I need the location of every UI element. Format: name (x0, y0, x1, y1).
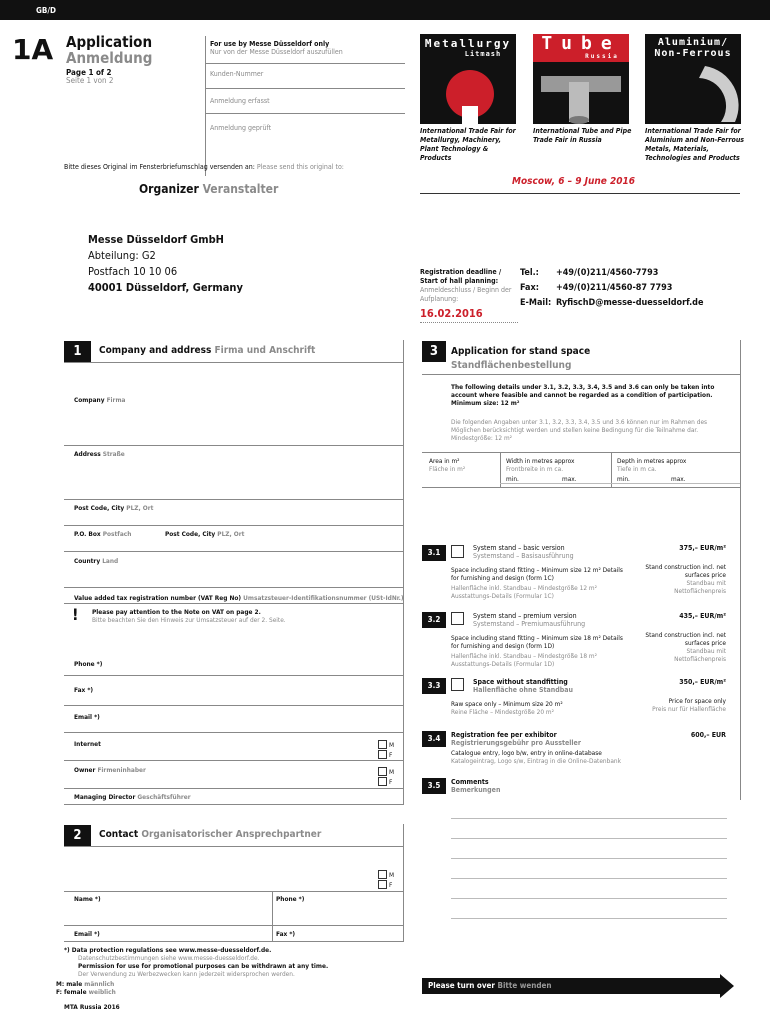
aluminium-caption: International Trade Fair for Aluminium and Non-Ferrous Metals, Materials, Technologies and Products (645, 127, 745, 162)
organizer-department: Abteilung: G2 (88, 249, 156, 262)
form-title-de: Anmeldung (66, 49, 153, 67)
office-use-label-de: Nur von der Messe Düsseldorf auszufüllen (210, 48, 343, 56)
owner-checkbox-f[interactable] (378, 777, 387, 786)
pobox-label: P.O. Box Postfach (74, 530, 132, 538)
contact-phone-label: Phone *) (276, 895, 305, 903)
option-3-3-number: 3.3 (422, 678, 446, 694)
contact-m-label: M (389, 871, 395, 879)
organizer-name: Messe Düsseldorf GmbH (88, 233, 224, 246)
option-3-1-desc-de: Hallenfläche inkl. Standbau – Mindestgröße 12 m² Ausstattungs-Details (Formular 1C) (451, 584, 597, 600)
turn-over-bar (422, 978, 702, 994)
phone-label: Phone *) (74, 660, 103, 668)
depth-min: min. (617, 475, 630, 483)
permission-note: Permission for use for promotional purposes can be withdrawn at any time. (78, 962, 329, 970)
option-3-3-title: Space without standfitting (473, 678, 568, 686)
width-label: Width in metres approx (506, 457, 575, 465)
section-1-number: 1 (64, 341, 91, 362)
option-3-3-note-de: Preis nur für Hallenfläche (652, 705, 726, 713)
internet-label: Internet (74, 740, 101, 748)
depth-label-de: Tiefe in m ca. (617, 465, 657, 473)
tel-number: +49/(0)211/4560-7793 (556, 268, 659, 278)
email-input[interactable] (64, 721, 403, 733)
section-3-number: 3 (422, 341, 446, 362)
fax-input[interactable] (64, 694, 403, 706)
deadline-label: Registration deadline / Start of hall planning: (420, 268, 502, 285)
width-min: min. (506, 475, 519, 483)
comments-label: Comments (451, 778, 489, 786)
address-label: Address Straße (74, 450, 125, 458)
office-use-label: For use by Messe Düsseldorf only (210, 40, 330, 48)
address-input[interactable] (64, 460, 403, 500)
contact-checkbox-m[interactable] (378, 870, 387, 879)
depth-max: max. (671, 475, 686, 483)
contact-name-label: Name *) (74, 895, 101, 903)
female-legend: F: female weiblich (56, 988, 116, 996)
arrow-right-icon (698, 974, 736, 998)
email-address: RyfischD@messe-duesseldorf.de (556, 298, 704, 308)
width-max: max. (562, 475, 577, 483)
owner-f-label: F (389, 778, 393, 786)
internet-checkbox-f[interactable] (378, 750, 387, 759)
option-3-1-note: Stand construction incl. net surfaces price (645, 563, 726, 579)
turn-over-text: Please turn over Bitte wenden (428, 981, 552, 990)
registration-checked-label: Anmeldung geprüft (210, 124, 272, 132)
contact-f-label: F (389, 881, 393, 889)
option-3-1-price: 375,– EUR/m² (679, 544, 726, 552)
option-3-4-price: 600,– EUR (690, 731, 726, 739)
page-number-de: Seite 1 von 2 (66, 76, 114, 85)
document-id: MTA Russia 2016 (64, 1003, 120, 1011)
form-title: Application (66, 33, 153, 51)
section-3-title: Application for stand space (451, 346, 591, 357)
contact-name-input[interactable] (64, 904, 403, 926)
postcode-label: Post Code, City PLZ, Ort (74, 504, 154, 512)
option-3-2-note-de: Standbau mit Nettoflächenpreis (674, 647, 726, 663)
comments-textarea[interactable] (451, 800, 727, 930)
option-3-3-desc-de: Reine Fläche – Mindestgröße 20 m² (451, 708, 554, 716)
company-input[interactable] (64, 406, 403, 446)
pobox-input[interactable] (64, 540, 403, 552)
section-3-intro-de: Die folgenden Angaben unter 3.1, 3.2, 3.3, 3.4, 3.5 und 3.6 können nur im Rahmen des Möglichen berücksichtigt werden und stellen keine Bedingung für die Teilnahme dar. Mindestgröße: 12 m² (451, 418, 708, 442)
option-3-2-checkbox[interactable] (451, 612, 464, 625)
option-3-4-desc: Catalogue entry, logo b/w, entry in online-database (451, 749, 602, 757)
customer-number-label: Kunden-Nummer (210, 70, 264, 78)
option-3-3-desc: Raw space only – Minimum size 20 m² (451, 700, 563, 708)
language-bar (0, 0, 770, 20)
postcode-input[interactable] (64, 512, 403, 526)
form-id: 1A (12, 33, 54, 66)
option-3-2-desc: Space including stand fitting – Minimum size 18 m² Details for furnishing and design (form 1D) (451, 634, 623, 650)
aluminium-logo: Aluminium/ Non-Ferrous (645, 34, 741, 124)
contact-fax-label: Fax *) (276, 930, 296, 938)
area-label: Area in m² (429, 457, 460, 465)
option-3-3-checkbox[interactable] (451, 678, 464, 691)
note-exclamation: ! (72, 605, 79, 624)
option-3-3-title-de: Hallenfläche ohne Standbau (473, 686, 573, 694)
owner-m-label: M (389, 768, 395, 776)
option-3-4-number: 3.4 (422, 731, 446, 747)
section-2-title: Contact Organisatorischer Ansprechpartner (99, 829, 322, 840)
option-3-2-note: Stand construction incl. net surfaces price (645, 631, 726, 647)
vat-label: Value added tax registration number (VAT Reg No) Umsatzsteuer-Identifikationsnummer (USt-IdNr.) (74, 594, 404, 602)
option-3-2-title-de: Systemstand – Premiumausführung (473, 620, 586, 628)
internet-checkbox-m[interactable] (378, 740, 387, 749)
section-3-title-de: Standflächenbestellung (451, 360, 572, 371)
tel-label: Tel.: (520, 268, 539, 278)
fax-label: Fax: (520, 283, 539, 293)
comments-label-de: Bemerkungen (451, 786, 501, 794)
tube-caption: International Tube and Pipe Trade Fair in Russia (533, 127, 632, 144)
width-label-de: Frontbreite in m ca. (506, 465, 564, 473)
metallurgy-caption: International Trade Fair for Metallurgy, Machinery, Plant Technology & Products (420, 127, 516, 162)
option-3-1-title: System stand – basic version (473, 544, 565, 552)
option-3-5-number: 3.5 (422, 778, 446, 794)
data-protection-note: *) Data protection regulations see www.messe-duesseldorf.de. (64, 946, 272, 954)
country-label: Country Land (74, 557, 119, 565)
fax-label-s1: Fax *) (74, 686, 94, 694)
organizer-city: 40001 Düsseldorf, Germany (88, 281, 243, 294)
managing-director-label: Managing Director Geschäftsführer (74, 793, 191, 801)
deadline-date: 16.02.2016 (420, 307, 483, 320)
data-protection-note-de: Datenschutzbestimmungen siehe www.messe-duesseldorf.de. (78, 954, 260, 962)
area-label-de: Fläche in m² (429, 465, 466, 473)
organizer-heading: Organizer Veranstalter (139, 182, 279, 196)
option-3-1-checkbox[interactable] (451, 545, 464, 558)
company-label: Company Firma (74, 396, 126, 404)
checkbox-f-label: F (389, 751, 393, 759)
email-label-s1: Email *) (74, 713, 100, 721)
option-3-3-price: 350,– EUR/m² (679, 678, 726, 686)
option-3-4-title: Registration fee per exhibitor (451, 731, 557, 739)
phone-input[interactable] (64, 668, 403, 676)
option-3-4-title-de: Registrierungsgebühr pro Aussteller (451, 739, 581, 747)
tube-logo: Tube Russia (533, 34, 629, 124)
section-2-number: 2 (64, 825, 91, 846)
option-3-2-number: 3.2 (422, 612, 446, 628)
section-3-intro: The following details under 3.1, 3.2, 3.3, 3.4, 3.5 and 3.6 can only be taken into account where feasible and cannot be regarded as a condition of participation. Minimum size: 12 m² (451, 383, 715, 407)
metallurgy-logo: Metallurgy Litmash (420, 34, 516, 124)
option-3-2-desc-de: Hallenfläche inkl. Standbau – Mindestgröße 18 m² Ausstattungs-Details (Formular 1D) (451, 652, 597, 668)
lang-tag: GB/D (36, 6, 56, 15)
contact-checkbox-f[interactable] (378, 880, 387, 889)
section-1-title: Company and address Firma und Anschrift (99, 345, 316, 356)
option-3-2-price: 435,– EUR/m² (679, 612, 726, 620)
depth-label: Depth in metres approx (617, 457, 687, 465)
option-3-3-note: Price for space only (668, 697, 726, 705)
owner-label: Owner Firmeninhaber (74, 766, 146, 774)
vat-input[interactable] (64, 602, 403, 604)
contact-email-label: Email *) (74, 930, 100, 938)
option-3-2-title: System stand – premium version (473, 612, 577, 620)
event-date: Moscow, 6 – 9 June 2016 (512, 176, 636, 187)
pobox-postcode-label: Post Code, City PLZ, Ort (165, 530, 245, 538)
checkbox-m-label: M (389, 741, 395, 749)
email-label: E-Mail: (520, 298, 552, 308)
organizer-po-box: Postfach 10 10 06 (88, 265, 178, 278)
option-3-1-title-de: Systemstand – Basisausführung (473, 552, 574, 560)
country-input[interactable] (64, 566, 403, 588)
vat-note: Please pay attention to the Note on VAT on page 2. (92, 608, 261, 616)
deadline-label-de: Anmeldeschluss / Beginn der Aufplanung: (420, 286, 512, 303)
option-3-4-desc-de: Katalogeintrag, Logo s/w, Eintrag in die Online-Datenbank (451, 757, 622, 765)
option-3-1-desc: Space including stand fitting – Minimum size 12 m² Details for furnishing and design (form 1C) (451, 566, 623, 582)
male-legend: M: male männlich (56, 980, 115, 988)
send-original-text: Bitte dieses Original im Fensterbriefumschlag versenden an: Please send this original to: (64, 163, 344, 171)
page-number: Page 1 of 2 (66, 68, 112, 77)
fax-number: +49/(0)211/4560-87 7793 (556, 283, 673, 293)
permission-note-de: Der Verwendung zu Werbezwecken kann jederzeit widersprochen werden. (78, 970, 295, 978)
owner-checkbox-m[interactable] (378, 767, 387, 776)
registration-recorded-label: Anmeldung erfasst (210, 97, 270, 105)
vat-note-de: Bitte beachten Sie den Hinweis zur Umsatzsteuer auf der 2. Seite. (92, 616, 286, 624)
option-3-1-number: 3.1 (422, 545, 446, 561)
option-3-1-note-de: Standbau mit Nettoflächenpreis (674, 579, 726, 595)
